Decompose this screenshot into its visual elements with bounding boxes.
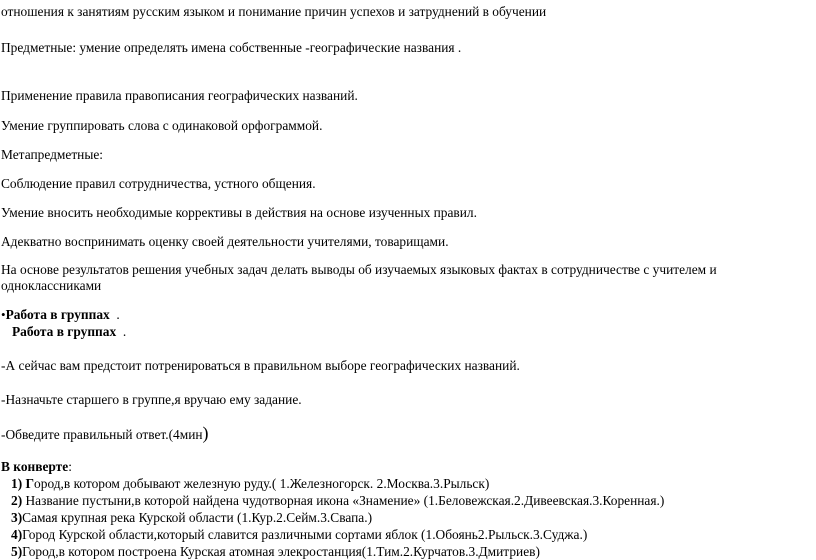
group-work-heading-1 xyxy=(1,307,120,323)
text-line-cooperation: Соблюдение правил сотрудничества, устного общения. xyxy=(1,176,316,191)
bullet-icon: • xyxy=(1,307,6,322)
question-number: 2) xyxy=(11,493,23,508)
question-item-3 xyxy=(11,510,372,526)
question-item-5 xyxy=(11,544,540,560)
text-line-grouping: Умение группировать слова с одинаковой орфограммой. xyxy=(1,118,323,133)
question-text: ород,в котором добывают железную руду.( 1.Железногорск. 2.Москва.3.Рыльск) xyxy=(34,476,490,491)
text-line-corrections: Умение вносить необходимые коррективы в действия на основе изученных правил. xyxy=(1,205,477,220)
group-work-dot-2: . xyxy=(122,324,127,339)
question-item-2 xyxy=(11,493,664,509)
group-work-heading-2 xyxy=(12,324,126,340)
question-number: 1) xyxy=(11,476,23,491)
envelope-heading xyxy=(1,459,72,475)
question-bold-prefix: Г xyxy=(25,476,35,491)
text-line-conclusions: На основе результатов решения учебных задач делать выводы об изучаемых языковых фактах в сотрудничестве с учителем и одноклассниками xyxy=(1,262,717,293)
text-line-attitude: отношения к занятиям русским языком и понимание причин успехов и затруднений в обучении xyxy=(1,4,547,19)
question-item-1 xyxy=(11,476,489,492)
text-line-practice: -А сейчас вам предстоит потренироваться в правильном выборе географических названий. xyxy=(1,358,520,373)
text-line-subject-skills: Предметные: умение определять имена собственные -географические названия . xyxy=(1,40,462,55)
question-number: 5) xyxy=(11,544,23,559)
text-line-assessment: Адекватно воспринимать оценку своей деятельности учителями, товарищами. xyxy=(1,234,449,249)
envelope-label: В конверте xyxy=(1,459,69,474)
text-line-circle-answer xyxy=(1,423,209,443)
text-line-assign-leader: -Назначьте старшего в группе,я вручаю ему задание. xyxy=(1,392,302,407)
question-text: Самая крупная река Курской области (1.Кур.2.Сейм.3.Свапа.) xyxy=(22,510,373,525)
question-item-4 xyxy=(11,527,587,543)
text-line-spelling-rule: Применение правила правописания географических названий. xyxy=(1,88,358,103)
envelope-colon: : xyxy=(68,459,72,474)
group-work-label-2: Работа в группах xyxy=(12,324,117,339)
question-number: 4) xyxy=(11,527,23,542)
text-line-metasubject-heading: Метапредметные: xyxy=(1,147,103,162)
question-text: Название пустыни,в которой найдена чудотворная икона «Знамение» (1.Беловежская.2.Дивеевская.3.Коренная.) xyxy=(25,493,665,508)
question-number: 3) xyxy=(11,510,23,525)
question-text: Город Курской области,который славится различными сортами яблок (1.Обоянь2.Рыльск.3.Суджа.) xyxy=(22,527,588,542)
closing-paren: ) xyxy=(202,423,209,443)
group-work-label-1: Работа в группах xyxy=(5,307,110,322)
circle-answer-text: -Обведите правильный ответ.(4мин xyxy=(1,427,203,442)
group-work-dot-1: . xyxy=(116,307,120,322)
question-text: Город,в котором построена Курская атомная элекростанция(1.Тим.2.Курчатов.3.Дмитриев) xyxy=(22,544,540,559)
